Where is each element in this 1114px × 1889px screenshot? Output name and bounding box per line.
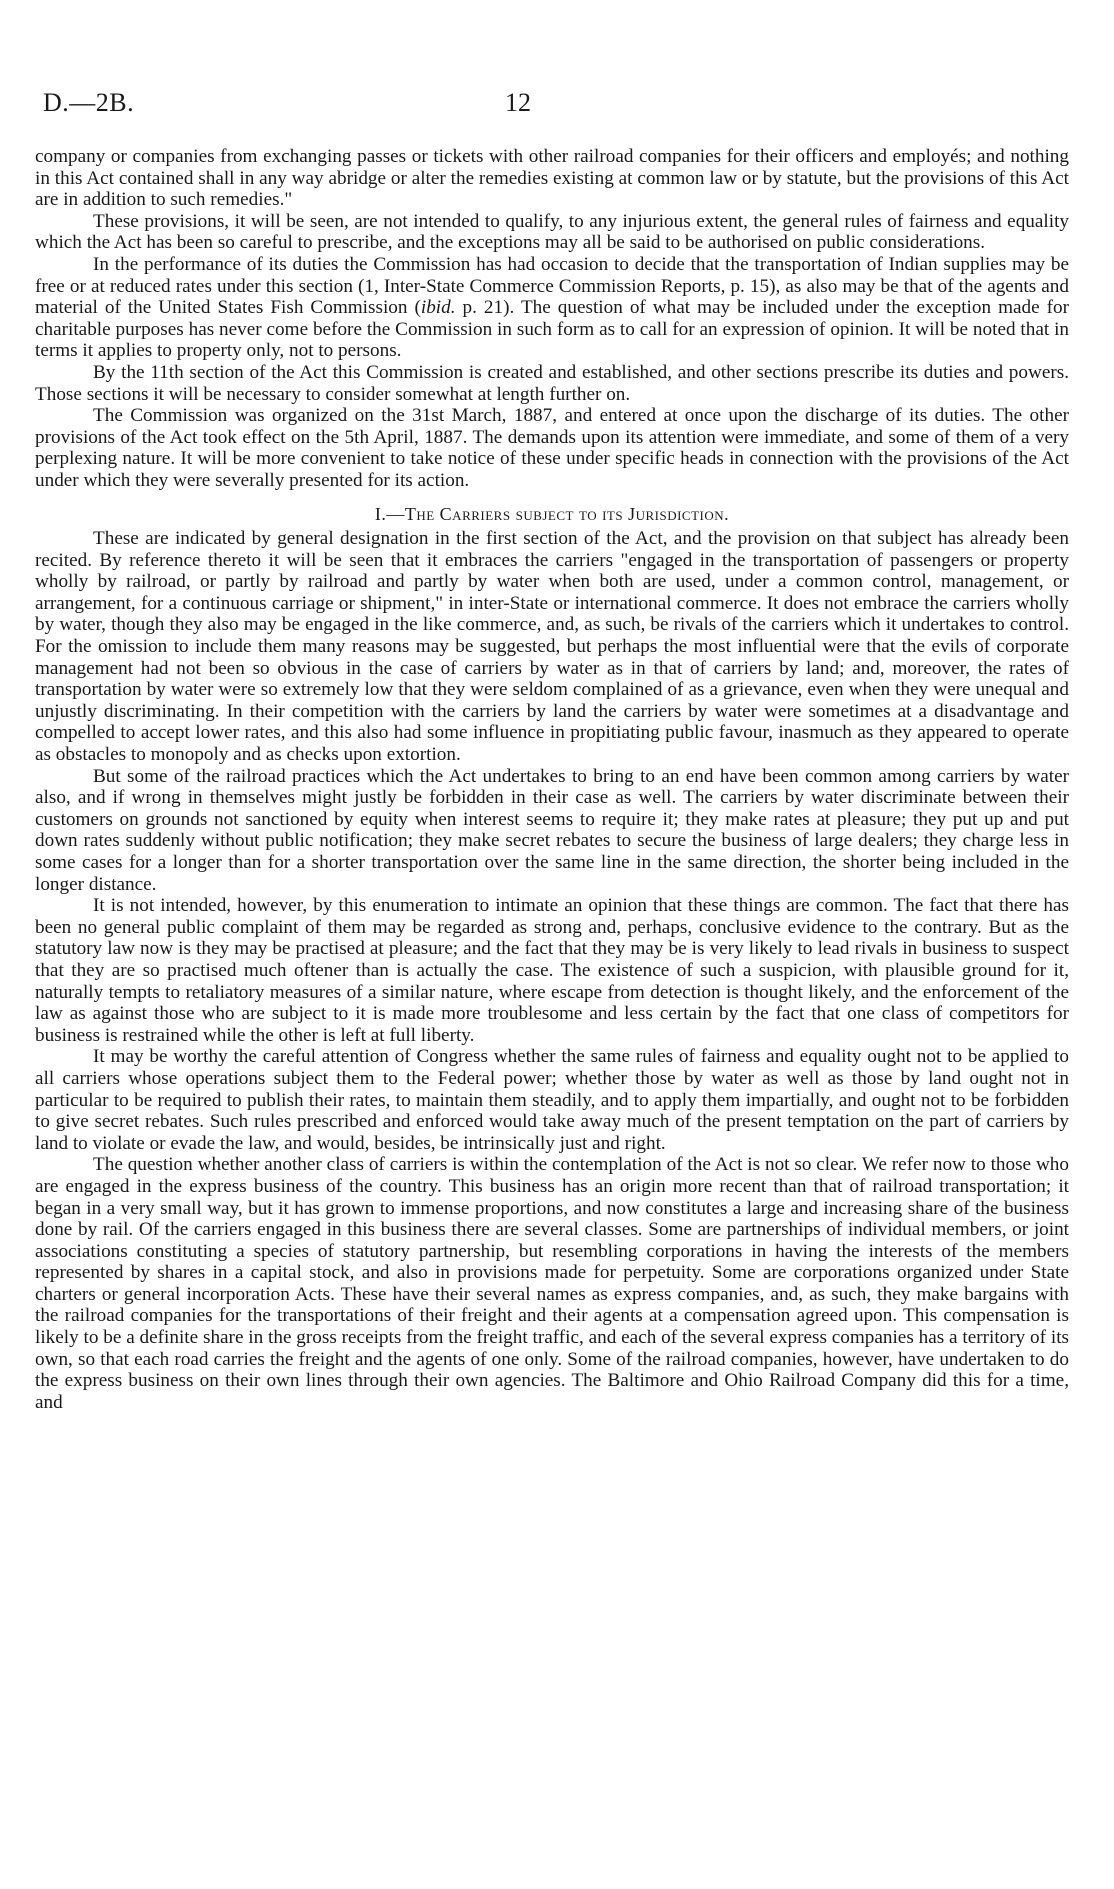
italic-citation: ibid. (420, 297, 456, 319)
paragraph: These are indicated by general designation in the first section of the Act, and the provision on that subject has already been recited. By reference thereto it will be seen that it embraces the carriers "engaged in the transportation of passengers or property wholly by railroad, or partly by railroad and partly by water when both are used, under a common control, management, or arrangement, for a continuous carriage or shipment," in inter-State or international commerce. It does not embrace the carriers wholly by water, though they also may be engaged in the like commerce, and, as such, be rivals of the carriers which it undertakes to control. For the omission to include them many reasons may be suggested, but perhaps the most influential were that the evils of corporate management had not been so obvious in the case of carriers by water as in that of carriers by land; and, moreover, the rates of transportation by water were so extremely low that they were seldom complained of as a grievance, even when they were unequal and unjustly discriminating. In their competition with the carriers by land the carriers by water were sometimes at a disadvantage and compelled to accept lower rates, and this also had some influence in propitiating public favour, inasmuch as they appeared to operate as obstacles to monopoly and as checks upon extortion. (35, 528, 1069, 766)
paragraph: It may be worthy the careful attention of Congress whether the same rules of fairness and equality ought not to be applied to all carriers whose operations subject them to the Federal power; whether those by water as well as those by land ought not in particular to be required to publish their rates, to maintain them steadily, and to apply them impartially, and ought not to be forbidden to give secret rebates. Such rules prescribed and enforced would take away much of the present temptation on the part of carriers by land to violate or evade the law, and would, besides, be intrinsically just and right. (35, 1046, 1069, 1154)
paragraph-text: In the performance of its duties the Commission has had occasion to decide that the transportation of Indian supplies may be free or at reduced rates under this section (1, Inter-State Commerce Commission Reports, p. 15), as also may be that of the agents and material of the United States Fish Commission ( (35, 253, 1069, 319)
paragraph: It is not intended, however, by this enumeration to intimate an opinion that these things are common. The fact that there has been no general public complaint of them may be regarded as strong and, perhaps, conclusive evidence to the contrary. But as the statutory law now is they may be practised at pleasure; and the fact that they may be is very likely to lead rivals in business to suspect that they are so practised much oftener than is actually the case. The existence of such a suspicion, with plausible ground for it, naturally tempts to retaliatory measures of a similar nature, where escape from detection is thought likely, and the enforcement of the law as against those who are subject to it is made more troublesome and less certain by the fact that one class of competitors for business is restrained while the other is left at full liberty. (35, 895, 1069, 1046)
paragraph: The question whether another class of carriers is within the contemplation of the Act is not so clear. We refer now to those who are engaged in the express business of the country. This business has an origin more recent than that of railroad transportation; it began in a very small way, but it has grown to immense proportions, and now constitutes a large and increasing share of the business done by rail. Of the carriers engaged in this business there are several classes. Some are partnerships of individual members, or joint associations constituting a species of statutory partnership, but resembling corporations in having the interests of the members represented by shares in a capital stock, and also in provisions made for perpetuity. Some are corporations organized under State charters or general incorporation Acts. These have their several names as express companies, and, as such, they make bargains with the railroad companies for the transportations of their freight and their agents at a compensation agreed upon. This compensation is likely to be a definite share in the gross receipts from the freight traffic, and each of the several express companies has a territory of its own, so that each road carries the freight and the agents of one only. Some of the railroad companies, however, have undertaken to do the express business on their own lines through their own agencies. The Baltimore and Ohio Railroad Company did this for a time, and (35, 1154, 1069, 1413)
paragraph-continuation: company or companies from exchanging passes or tickets with other railroad companies for their officers and employés; and nothing in this Act contained shall in any way abridge or alter the remedies existing at common law or by statute, but the provisions of this Act are in addition to such remedies." (35, 146, 1069, 211)
paragraph: The Commission was organized on the 31st March, 1887, and entered at once upon the discharge of its duties. The other provisions of the Act took effect on the 5th April, 1887. The demands upon its attention were immediate, and some of them of a very perplexing nature. It will be more convenient to take notice of these under specific heads in connection with the provisions of the Act under which they were severally presented for its action. (35, 405, 1069, 491)
page-header (35, 88, 1069, 130)
section-heading: I.—The Carriers subject to its Jurisdiction. (374, 503, 730, 524)
page-number: 12 (505, 88, 531, 117)
paragraph-text: p. 21). The question of what may be included under the exception made for charitable purposes has never come before the Commission in such form as to call for an expression of opinion. It will be noted that in terms it applies to property only, not to persons. (35, 297, 1070, 362)
paragraph-indian-supplies (35, 254, 1069, 362)
paragraph: But some of the railroad practices which the Act undertakes to bring to an end have been common among carriers by water also, and if wrong in themselves might justly be forbidden in their case as well. The carriers by water discriminate between their customers on grounds not sanctioned by equity when interest seems to require it; they make rates at pleasure; they put up and put down rates suddenly without public notification; they make secret rebates to secure the business of large dealers; they charge less in some cases for a longer than for a shorter transportation over the same line in the same direction, the shorter being included in the longer distance. (35, 765, 1069, 895)
body-text (35, 146, 1069, 1413)
paragraph: These provisions, it will be seen, are not intended to qualify, to any injurious extent, the general rules of fairness and equality which the Act has been so careful to prescribe, and the exceptions may all be said to be authorised on public considerations. (35, 210, 1069, 254)
paragraph: By the 11th section of the Act this Commission is created and established, and other sections prescribe its duties and powers. Those sections it will be necessary to consider somewhat at length further on. (35, 361, 1069, 405)
document-reference: D.—2B. (43, 88, 135, 117)
document-page (35, 88, 1069, 1413)
